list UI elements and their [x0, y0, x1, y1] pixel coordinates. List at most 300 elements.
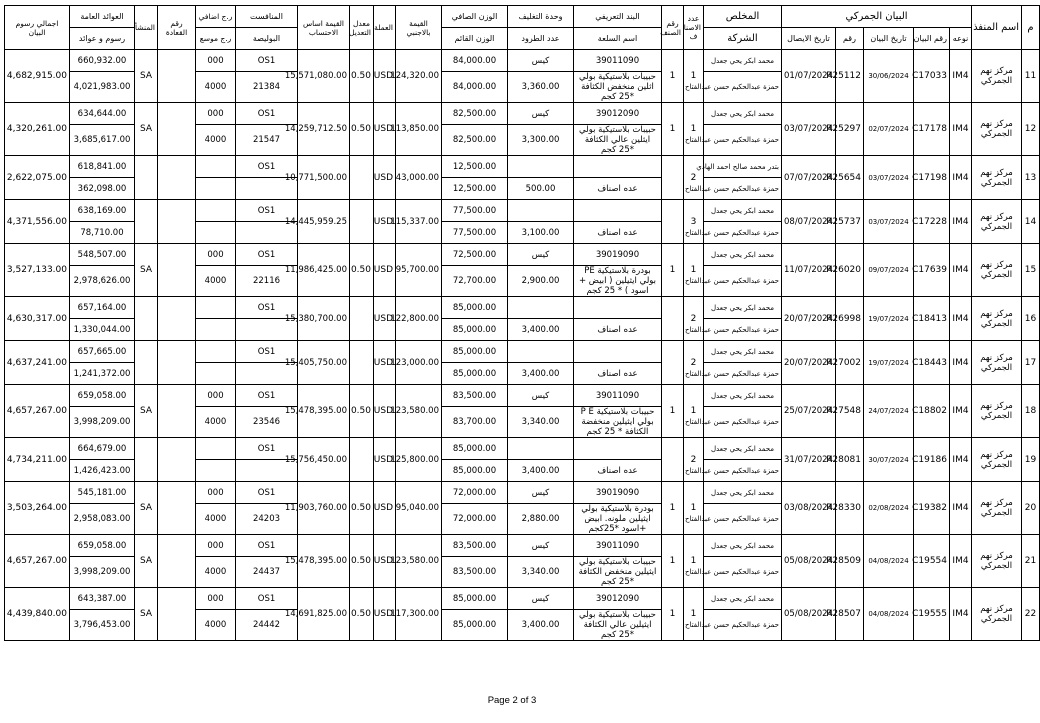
total-fees: 4,371,556.00 [5, 200, 70, 244]
item-name: عده اصناف [574, 460, 662, 482]
row-number: 17 [1022, 341, 1040, 385]
row-number: 22 [1022, 588, 1040, 641]
packing-unit: كيس [508, 50, 574, 72]
rule-number [158, 438, 196, 482]
currency: USD [374, 50, 396, 103]
statement-date: 04/08/2024 [864, 588, 914, 641]
hs-code [574, 297, 662, 319]
general-revenue: 664,679.00 [70, 438, 135, 460]
col-total-fees: اجمالي رسوم البيان [5, 6, 70, 50]
general-revenue: 548,507.00 [70, 244, 135, 266]
port-name: مركز نهم الجمركي [972, 482, 1022, 535]
item-name: حبيبات بلاستيكية P E بولي ايثيلين منخفضة الكثافة * 25 كجم [574, 407, 662, 438]
net-weight: 72,000.00 [442, 482, 508, 504]
competitor-code: OS1 [236, 341, 298, 363]
statement-date: 19/07/2024 [864, 297, 914, 341]
origin-country [135, 156, 158, 200]
customs-report-table [4, 5, 1040, 641]
fees-revenue: 1,330,044.00 [70, 319, 135, 341]
packing-unit [508, 156, 574, 178]
extra-ref [196, 200, 236, 222]
package-count: 3,400.00 [508, 610, 574, 641]
net-weight: 85,000.00 [442, 341, 508, 363]
broker-name: محمد ابكر يحي جعدل [704, 103, 782, 125]
competitor-code: OS1 [236, 438, 298, 460]
port-name: مركز نهم الجمركي [972, 297, 1022, 341]
receipt-number: R25654 [836, 156, 864, 200]
receipt-date: 05/08/2024 [782, 588, 836, 641]
statement-date: 09/07/2024 [864, 244, 914, 297]
policy-number: 22116 [236, 266, 298, 297]
base-value: 15,478,395.00 [298, 535, 350, 588]
policy-number: 23546 [236, 407, 298, 438]
policy-number: 24203 [236, 504, 298, 535]
table-row [5, 156, 1040, 178]
base-value: 11,986,425.00 [298, 244, 350, 297]
receipt-date: 08/07/2024 [782, 200, 836, 244]
policy-number: 21547 [236, 125, 298, 156]
currency: USD [374, 385, 396, 438]
extended-ref: 4000 [196, 557, 236, 588]
statement-number: C19186 [914, 438, 950, 482]
broker-name: بتدر محمد صالح احمد الهادي [704, 156, 782, 178]
extended-ref [196, 363, 236, 385]
net-weight: 77,500.00 [442, 200, 508, 222]
base-value: 15,571,080.00 [298, 50, 350, 103]
origin-country [135, 200, 158, 244]
base-value: 11,903,760.00 [298, 482, 350, 535]
item-count: 3 [684, 200, 704, 244]
package-count: 3,400.00 [508, 319, 574, 341]
item-name: حبيبات بلاستيكية بولي ايثيلين عالي الكثافة *25 كجم [574, 610, 662, 641]
item-name: عده اصناف [574, 222, 662, 244]
broker-name: محمد ابكر يحي جعدل [704, 535, 782, 557]
company-name: حمزة عبدالحكيم حسن عبدالفتاح [704, 319, 782, 341]
col-extended-ref: ر.ج موسع [196, 28, 236, 50]
rule-number [158, 103, 196, 156]
receipt-date: 20/07/2024 [782, 341, 836, 385]
origin-country: SA [135, 103, 158, 156]
packing-unit: كيس [508, 588, 574, 610]
broker-name: محمد ابكر يحي جعدل [704, 385, 782, 407]
gross-weight: 72,700.00 [442, 266, 508, 297]
statement-type: IM4 [950, 535, 972, 588]
net-weight: 85,000.00 [442, 438, 508, 460]
fees-revenue: 3,998,209.00 [70, 407, 135, 438]
net-weight: 83,500.00 [442, 385, 508, 407]
receipt-date: 11/07/2024 [782, 244, 836, 297]
competitor-code: OS1 [236, 535, 298, 557]
origin-country [135, 341, 158, 385]
general-revenue: 657,164.00 [70, 297, 135, 319]
package-count: 3,340.00 [508, 407, 574, 438]
statement-type: IM4 [950, 588, 972, 641]
foreign-value: 95,040.00 [396, 482, 442, 535]
extended-ref: 4000 [196, 407, 236, 438]
table-row [5, 385, 1040, 407]
rule-number [158, 244, 196, 297]
origin-country [135, 297, 158, 341]
base-value: 15,380,700.00 [298, 297, 350, 341]
statement-type: IM4 [950, 385, 972, 438]
item-name: عده اصناف [574, 178, 662, 200]
row-number: 12 [1022, 103, 1040, 156]
rule-number [158, 482, 196, 535]
currency: USD [374, 200, 396, 244]
hs-code [574, 341, 662, 363]
hs-code: 39019090 [574, 482, 662, 504]
row-number: 21 [1022, 535, 1040, 588]
rule-number [158, 156, 196, 200]
item-count: 2 [684, 438, 704, 482]
packing-unit [508, 341, 574, 363]
foreign-value: 117,300.00 [396, 588, 442, 641]
port-name: مركز نهم الجمركي [972, 50, 1022, 103]
item-count: 2 [684, 341, 704, 385]
port-name: مركز نهم الجمركي [972, 438, 1022, 482]
col-customs-statement: البيان الجمركي [782, 6, 972, 28]
col-num: م [1022, 6, 1040, 50]
statement-date: 30/07/2024 [864, 438, 914, 482]
foreign-value: 123,000.00 [396, 341, 442, 385]
item-count: 1 [684, 50, 704, 103]
origin-country: SA [135, 482, 158, 535]
statement-number: C18413 [914, 297, 950, 341]
exchange-rate [350, 438, 374, 482]
item-name: حبيبات بلاستيكية بولي ايثيلين منخفض الكثافة *25 كجم [574, 557, 662, 588]
competitor-code: OS1 [236, 156, 298, 178]
broker-name: محمد ابكر يحي جعدل [704, 588, 782, 610]
hs-code [574, 438, 662, 460]
statement-type: IM4 [950, 103, 972, 156]
competitor-code: OS1 [236, 385, 298, 407]
extended-ref [196, 178, 236, 200]
extended-ref [196, 460, 236, 482]
port-name: مركز نهم الجمركي [972, 588, 1022, 641]
currency: USD [374, 156, 396, 200]
competitor-code: OS1 [236, 50, 298, 72]
fees-revenue: 78,710.00 [70, 222, 135, 244]
receipt-number: R25112 [836, 50, 864, 103]
exchange-rate: 0.50 [350, 482, 374, 535]
receipt-date: 03/07/2024 [782, 103, 836, 156]
rule-number [158, 535, 196, 588]
statement-type: IM4 [950, 50, 972, 103]
gross-weight: 72,000.00 [442, 504, 508, 535]
packing-unit: كيس [508, 103, 574, 125]
foreign-value: 123,580.00 [396, 535, 442, 588]
broker-name: محمد ابكر يحي جعدل [704, 341, 782, 363]
exchange-rate: 0.50 [350, 588, 374, 641]
company-name: حمزة عبدالحكيم حسن عبدالفتاح [704, 72, 782, 103]
exchange-rate: 0.50 [350, 103, 374, 156]
receipt-date: 05/08/2024 [782, 535, 836, 588]
hs-code: 39012090 [574, 588, 662, 610]
receipt-number: R27002 [836, 341, 864, 385]
general-revenue: 657,665.00 [70, 341, 135, 363]
row-number: 19 [1022, 438, 1040, 482]
receipt-number: R28507 [836, 588, 864, 641]
receipt-number: R25297 [836, 103, 864, 156]
packing-unit: كيس [508, 535, 574, 557]
packing-unit: كيس [508, 244, 574, 266]
broker-name: محمد ابكر يحي جعدل [704, 50, 782, 72]
statement-date: 03/07/2024 [864, 156, 914, 200]
item-name: بودرة بلاستيكية PE بولي ايثيلين ( ابيض + اسود ) * 25 كجم [574, 266, 662, 297]
rule-number [158, 588, 196, 641]
gross-weight: 12,500.00 [442, 178, 508, 200]
fees-revenue: 3,796,453.00 [70, 610, 135, 641]
base-value: 15,756,450.00 [298, 438, 350, 482]
origin-country: SA [135, 244, 158, 297]
total-fees: 2,622,075.00 [5, 156, 70, 200]
item-name: عده اصناف [574, 319, 662, 341]
fees-revenue: 3,998,209.00 [70, 557, 135, 588]
rule-number [158, 297, 196, 341]
col-category-no: رقم الصنف [662, 6, 684, 50]
row-number: 16 [1022, 297, 1040, 341]
extra-ref [196, 438, 236, 460]
fees-revenue: 4,021,983.00 [70, 72, 135, 103]
packing-unit [508, 438, 574, 460]
net-weight: 12,500.00 [442, 156, 508, 178]
statement-type: IM4 [950, 244, 972, 297]
hs-code: 39011090 [574, 385, 662, 407]
currency: USD [374, 482, 396, 535]
item-count: 2 [684, 297, 704, 341]
fees-revenue: 2,958,083.00 [70, 504, 135, 535]
total-fees: 4,320,261.00 [5, 103, 70, 156]
broker-name: محمد ابكر يحي جعدل [704, 200, 782, 222]
statement-number: C18443 [914, 341, 950, 385]
total-fees: 3,503,264.00 [5, 482, 70, 535]
exchange-rate [350, 341, 374, 385]
table-row [5, 297, 1040, 319]
port-name: مركز نهم الجمركي [972, 156, 1022, 200]
col-currency: العملة [374, 6, 396, 50]
col-competitor: المنافست [236, 6, 298, 28]
package-count: 3,400.00 [508, 460, 574, 482]
category-number: 1 [662, 588, 684, 641]
col-package-count: عدد الطرود [508, 28, 574, 50]
table-row [5, 341, 1040, 363]
statement-type: IM4 [950, 200, 972, 244]
foreign-value: 125,800.00 [396, 438, 442, 482]
item-name: عده اصناف [574, 363, 662, 385]
extra-ref: 000 [196, 385, 236, 407]
statement-date: 04/08/2024 [864, 535, 914, 588]
hs-code: 39012090 [574, 103, 662, 125]
general-revenue: 618,841.00 [70, 156, 135, 178]
col-statement-date: تاريخ البيان [864, 28, 914, 50]
statement-number: C17178 [914, 103, 950, 156]
company-name: حمزة عبدالحكيم حسن عبدالفتاح [704, 363, 782, 385]
col-number: رقم [836, 28, 864, 50]
company-name: حمزة عبدالحكيم حسن عبدالفتاح [704, 504, 782, 535]
receipt-date: 07/07/2024 [782, 156, 836, 200]
currency: USD [374, 535, 396, 588]
statement-number: C17639 [914, 244, 950, 297]
statement-date: 02/08/2024 [864, 482, 914, 535]
general-revenue: 634,644.00 [70, 103, 135, 125]
foreign-value: 43,000.00 [396, 156, 442, 200]
category-number [662, 297, 684, 341]
table-row [5, 535, 1040, 557]
statement-date: 24/07/2024 [864, 385, 914, 438]
table-row [5, 244, 1040, 266]
category-number [662, 200, 684, 244]
statement-number: C18802 [914, 385, 950, 438]
currency: USD [374, 297, 396, 341]
company-name: حمزة عبدالحكيم حسن عبدالفتاح [704, 557, 782, 588]
col-exchange-rate: معدل التعديل [350, 6, 374, 50]
receipt-number: R26998 [836, 297, 864, 341]
extra-ref: 000 [196, 103, 236, 125]
statement-date: 02/07/2024 [864, 103, 914, 156]
col-foreign-value: القيمة بالاجنبي [396, 6, 442, 50]
competitor-code: OS1 [236, 588, 298, 610]
exchange-rate: 0.50 [350, 385, 374, 438]
fees-revenue: 2,978,626.00 [70, 266, 135, 297]
statement-number: C19554 [914, 535, 950, 588]
receipt-number: R27548 [836, 385, 864, 438]
company-name: حمزة عبدالحكيم حسن عبدالفتاح [704, 266, 782, 297]
broker-name: محمد ابكر يحي جعدل [704, 244, 782, 266]
extended-ref: 4000 [196, 610, 236, 641]
policy-number: 21384 [236, 72, 298, 103]
packing-unit: كيس [508, 385, 574, 407]
policy-number: 24442 [236, 610, 298, 641]
item-count: 1 [684, 535, 704, 588]
general-revenue: 659,058.00 [70, 535, 135, 557]
general-revenue: 660,932.00 [70, 50, 135, 72]
broker-name: محمد ابكر يحي جعدل [704, 482, 782, 504]
hs-code: 39011090 [574, 535, 662, 557]
row-number: 15 [1022, 244, 1040, 297]
statement-type: IM4 [950, 482, 972, 535]
company-name: حمزة عبدالحكيم حسن عبدالفتاح [704, 178, 782, 200]
category-number: 1 [662, 103, 684, 156]
hs-code: 39011090 [574, 50, 662, 72]
package-count: 2,900.00 [508, 266, 574, 297]
extended-ref [196, 222, 236, 244]
statement-type: IM4 [950, 341, 972, 385]
origin-country: SA [135, 588, 158, 641]
net-weight: 82,500.00 [442, 103, 508, 125]
item-count: 2 [684, 156, 704, 200]
competitor-code: OS1 [236, 297, 298, 319]
extra-ref: 000 [196, 588, 236, 610]
package-count: 3,340.00 [508, 557, 574, 588]
receipt-date: 31/07/2024 [782, 438, 836, 482]
company-name: حمزة عبدالحكيم حسن عبدالفتاح [704, 610, 782, 641]
table-row [5, 588, 1040, 610]
exchange-rate: 0.50 [350, 244, 374, 297]
fees-revenue: 3,685,617.00 [70, 125, 135, 156]
net-weight: 84,000.00 [442, 50, 508, 72]
base-value: 15,405,750.00 [298, 341, 350, 385]
exchange-rate: 0.50 [350, 535, 374, 588]
origin-country [135, 438, 158, 482]
total-fees: 4,657,267.00 [5, 385, 70, 438]
fees-revenue: 1,426,423.00 [70, 460, 135, 482]
foreign-value: 95,700.00 [396, 244, 442, 297]
table-row [5, 200, 1040, 222]
net-weight: 83,500.00 [442, 535, 508, 557]
broker-name: محمد ابكر يحي جعدل [704, 438, 782, 460]
col-item-name: اسم السلعة [574, 28, 662, 50]
extended-ref: 4000 [196, 504, 236, 535]
base-value: 14,445,959.25 [298, 200, 350, 244]
item-count: 1 [684, 103, 704, 156]
receipt-number: R25737 [836, 200, 864, 244]
col-statement-no: رقم البيان [914, 28, 950, 50]
gross-weight: 84,000.00 [442, 72, 508, 103]
receipt-number: R26020 [836, 244, 864, 297]
rule-number [158, 341, 196, 385]
category-number [662, 341, 684, 385]
exchange-rate [350, 156, 374, 200]
net-weight: 85,000.00 [442, 297, 508, 319]
packing-unit: كيس [508, 482, 574, 504]
competitor-code: OS1 [236, 103, 298, 125]
extended-ref [196, 319, 236, 341]
item-name: حبيبات بلاستيكية بولي ايثلين عالي الكثافة *25 كجم [574, 125, 662, 156]
package-count: 3,360.00 [508, 72, 574, 103]
receipt-date: 25/07/2024 [782, 385, 836, 438]
receipt-number: R28509 [836, 535, 864, 588]
company-name: حمزة عبدالحكيم حسن عبدالفتاح [704, 407, 782, 438]
receipt-date: 20/07/2024 [782, 297, 836, 341]
col-receipt-date: تاريخ الايصال [782, 28, 836, 50]
hs-code: 39019090 [574, 244, 662, 266]
origin-country: SA [135, 535, 158, 588]
category-number [662, 156, 684, 200]
total-fees: 4,439,840.00 [5, 588, 70, 641]
item-count: 1 [684, 385, 704, 438]
base-value: 15,478,395.00 [298, 385, 350, 438]
gross-weight: 85,000.00 [442, 319, 508, 341]
foreign-value: 123,580.00 [396, 385, 442, 438]
gross-weight: 85,000.00 [442, 363, 508, 385]
table-row [5, 103, 1040, 125]
packing-unit [508, 297, 574, 319]
base-value: 10,771,500.00 [298, 156, 350, 200]
general-revenue: 643,387.00 [70, 588, 135, 610]
company-name: حمزة عبدالحكيم حسن عبدالفتاح [704, 222, 782, 244]
gross-weight: 83,500.00 [442, 557, 508, 588]
extra-ref: 000 [196, 535, 236, 557]
category-number: 1 [662, 535, 684, 588]
package-count: 3,300.00 [508, 125, 574, 156]
gross-weight: 85,000.00 [442, 610, 508, 641]
extra-ref: 000 [196, 244, 236, 266]
page-number: Page 2 of 3 [487, 695, 537, 706]
rule-number [158, 50, 196, 103]
port-name: مركز نهم الجمركي [972, 103, 1022, 156]
col-gross-weight: الوزن القائم [442, 28, 508, 50]
hs-code [574, 156, 662, 178]
base-value: 14,691,825.00 [298, 588, 350, 641]
gross-weight: 85,000.00 [442, 460, 508, 482]
fees-revenue: 1,241,372.00 [70, 363, 135, 385]
category-number: 1 [662, 50, 684, 103]
category-number: 1 [662, 482, 684, 535]
company-name: حمزة عبدالحكيم حسن عبدالفتاح [704, 460, 782, 482]
total-fees: 4,657,267.00 [5, 535, 70, 588]
net-weight: 85,000.00 [442, 588, 508, 610]
extra-ref [196, 341, 236, 363]
